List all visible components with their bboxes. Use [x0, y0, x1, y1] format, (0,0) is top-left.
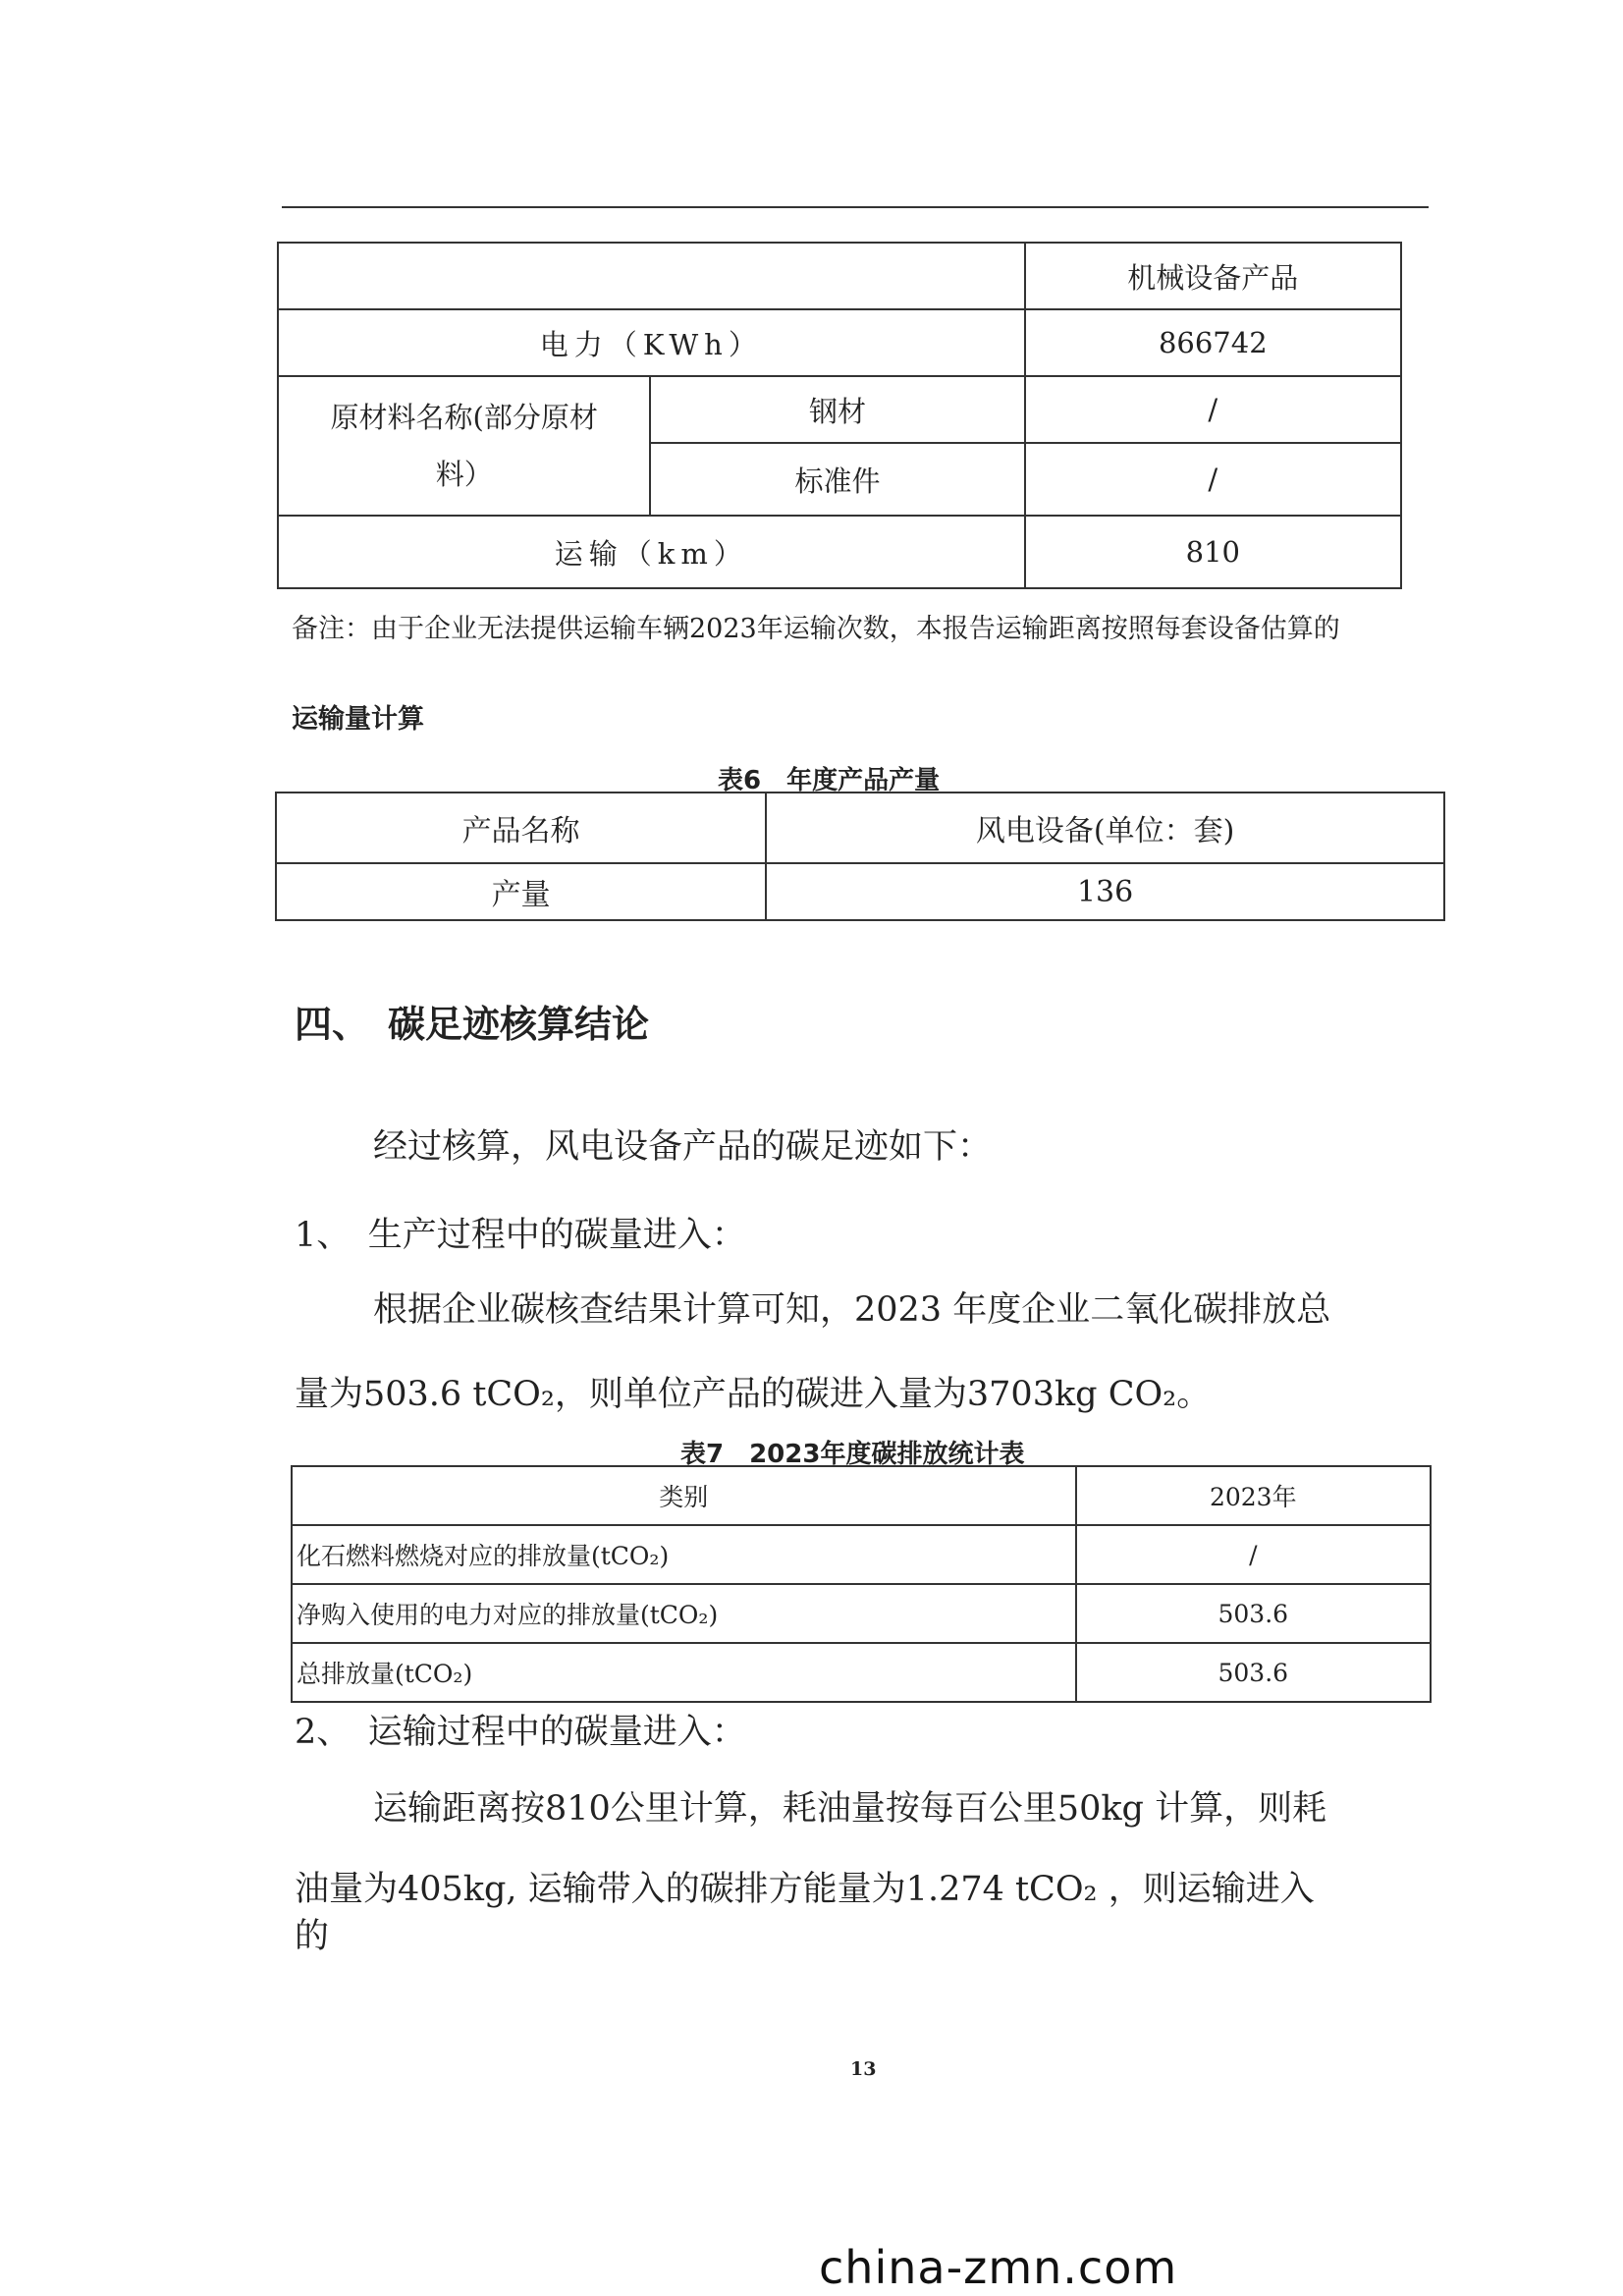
table-row — [278, 243, 1401, 309]
page-number: 13 — [850, 2058, 877, 2080]
table-cell-empty — [278, 243, 1025, 309]
electricity-value: 866742 — [1025, 309, 1401, 376]
fossil-fuel-value: / — [1076, 1525, 1431, 1584]
table-row — [276, 793, 1444, 863]
table-row — [292, 1525, 1431, 1584]
paragraph-1-line-2: 量为503.6 tCO₂，则单位产品的碳进入量为3703kg CO₂。 — [295, 1375, 1212, 1414]
electricity-emission-value: 503.6 — [1076, 1584, 1431, 1643]
table-row — [292, 1584, 1431, 1643]
annual-output-table — [275, 792, 1445, 921]
raw-material-label: 原材料名称(部分原材料） — [278, 376, 650, 516]
table7-caption: 表7 2023年度碳排放统计表 — [680, 1440, 1025, 1469]
standard-parts-label: 标准件 — [650, 443, 1024, 516]
material-energy-table — [277, 242, 1402, 589]
product-name-header: 产品名称 — [276, 793, 766, 863]
table-note: 备注：由于企业无法提供运输车辆2023年运输次数，本报告运输距离按照每套设备估算的 — [292, 614, 1340, 644]
steel-label: 钢材 — [650, 376, 1024, 443]
electricity-label: 电力（KWh） — [278, 309, 1025, 376]
total-emission-label: 总排放量(tCO₂) — [292, 1643, 1076, 1702]
section-intro: 经过核算，风电设备产品的碳足迹如下： — [373, 1127, 993, 1167]
table-row — [292, 1643, 1431, 1702]
watermark-text: china-zmn.com — [819, 2241, 1178, 2294]
table-row — [276, 863, 1444, 920]
section-heading: 四、 碳足迹核算结论 — [295, 1003, 650, 1046]
table-header-product: 机械设备产品 — [1025, 243, 1401, 309]
standard-parts-value: / — [1025, 443, 1401, 516]
table6-caption: 表6 年度产品产量 — [718, 766, 941, 795]
item-2-heading: 2、 运输过程中的碳量进入： — [295, 1713, 746, 1752]
steel-value: / — [1025, 376, 1401, 443]
category-header: 类别 — [292, 1466, 1076, 1525]
paragraph-2-line-1: 运输距离按810公里计算，耗油量按每百公里50kg 计算，则耗 — [373, 1789, 1327, 1829]
paragraph-2-line-3: 的 — [295, 1917, 330, 1956]
item-1-heading: 1、 生产过程中的碳量进入： — [295, 1216, 746, 1255]
table-row — [278, 309, 1401, 376]
table-row — [278, 516, 1401, 588]
total-emission-value: 503.6 — [1076, 1643, 1431, 1702]
paragraph-1-line-1: 根据企业碳核查结果计算可知，2023 年度企业二氧化碳排放总 — [373, 1290, 1331, 1330]
paragraph-2-line-2: 油量为405kg, 运输带入的碳排方能量为1.274 tCO₂ ，则运输进入 — [295, 1870, 1315, 1909]
table-row — [278, 376, 1401, 443]
fossil-fuel-label: 化石燃料燃烧对应的排放量(tCO₂) — [292, 1525, 1076, 1584]
electricity-emission-label: 净购入使用的电力对应的排放量(tCO₂) — [292, 1584, 1076, 1643]
table-row — [292, 1466, 1431, 1525]
header-rule — [282, 206, 1429, 208]
wind-equipment-header: 风电设备(单位：套) — [766, 793, 1444, 863]
year-header: 2023年 — [1076, 1466, 1431, 1525]
emission-stats-table — [291, 1465, 1432, 1703]
transport-value: 810 — [1025, 516, 1401, 588]
transport-label: 运输（km） — [278, 516, 1025, 588]
output-value: 136 — [766, 863, 1444, 920]
table-note-continued: 运输量计算 — [292, 704, 424, 735]
output-label: 产量 — [276, 863, 766, 920]
